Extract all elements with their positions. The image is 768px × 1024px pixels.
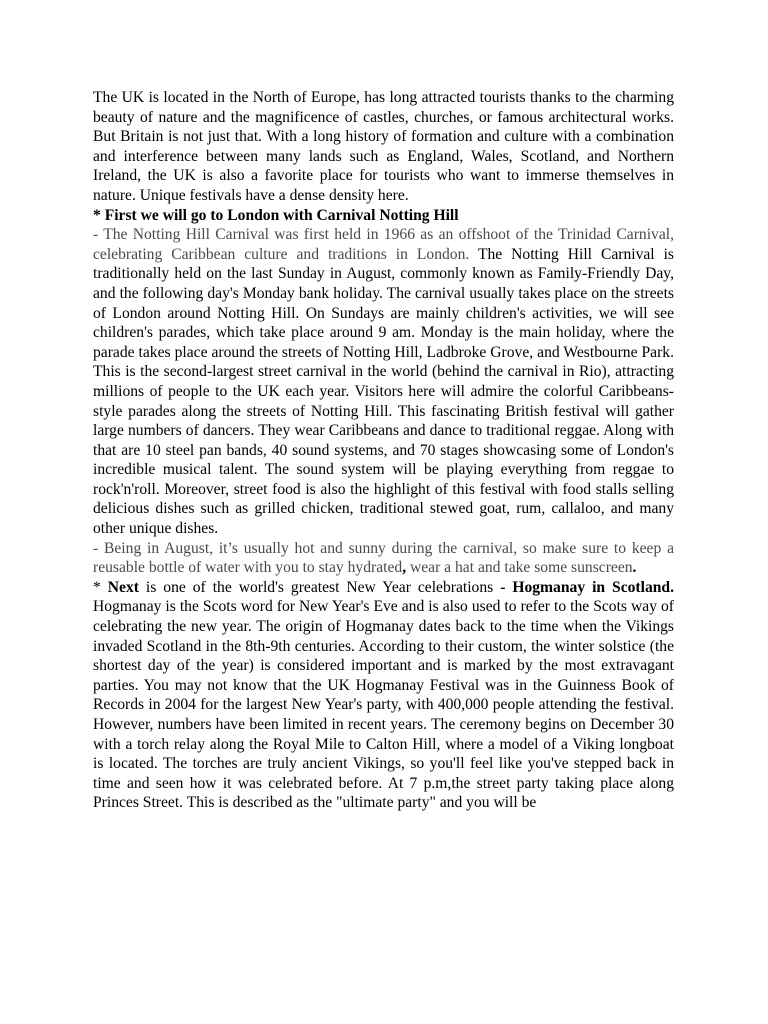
hogmanay-body: Hogmanay is the Scots word for New Year's Eve and is also used to refer to the Scots way of celebrating the new year. The origin of Hogmanay dates back to the time when the Vikings invaded Scotland in the 8th-9th centuries. According to their custom, the winter solstice (the shortest day of the year) is considered important and is marked by the most extravagant parties. You may not know that the UK Hogmanay Festival was in the Guinness Book of Records in 2004 for the largest New Year's party, with 400,000 people attending the festival. However, numbers have been limited in recent years. The ceremony begins on December 30 with a torch relay along the Royal Mile to Calton Hill, where a model of a Viking longboat is located. The torches are truly ancient Vikings, so you'll feel like you've stepped back in time and seen how it was celebrated before. At 7 p.m,the street party taking place along Princes Street. This is described as the "ultimate party" and you will be: [93, 598, 674, 812]
hogmanay-title: - Hogmanay in Scotland.: [500, 578, 674, 596]
hogmanay-middle: is one of the world's greatest New Year celebrations: [138, 578, 501, 596]
hogmanay-next: Next: [107, 578, 139, 596]
hogmanay-paragraph: [93, 578, 674, 813]
notting-hill-paragraph: [93, 225, 674, 539]
notting-hill-body: The Notting Hill Carnival is traditionally held on the last Sunday in August, commonly known as Family-Friendly Day, and the following day's Monday bank holiday. The carnival usually takes place on the streets of London around Notting Hill. On Sundays are mainly children's activities, we will see children's parades, which take place around 9 am. Monday is the main holiday, where the parade takes place around the streets of Notting Hill, Ladbroke Grove, and Westbourne Park. This is the second-largest street carnival in the world (behind the carnival in Rio), attracting millions of people to the UK each year. Visitors here will admire the colorful Caribbeans-style parades along the streets of Notting Hill. This fascinating British festival will gather large numbers of dancers. They wear Caribbeans and dance to traditional reggae. Along with that are 10 steel pan bands, 40 sound systems, and 70 stages showcasing some of London's incredible musical talent. The sound system will be playing everything from reggae to rock'n'roll. Moreover, street food is also the highlight of this festival with food stalls selling delicious dishes such as grilled chicken, traditional stewed goat, rum, callaloo, and many other unique dishes.: [93, 245, 674, 538]
tip-period: .: [632, 559, 637, 577]
intro-paragraph: The UK is located in the North of Europe, has long attracted tourists thanks to the charming beauty of nature and the magnificence of castles, churches, or famous architectural works. But Britain is not just that. With a long history of formation and culture with a combination and interference between many lands such as England, Wales, Scotland, and Northern Ireland, the UK is also a favorite place for tourists who want to immerse themselves in nature. Unique festivals have a dense density here.: [93, 89, 674, 204]
tip-comma: ,: [402, 559, 407, 577]
tip-part1: - Being in August, it’s usually hot and sunny during the carnival, so make sure to keep a reusable bottle of water with you to stay hydrated: [93, 539, 674, 577]
carnival-tip-paragraph: [93, 539, 674, 578]
section-heading-notting-hill: [93, 206, 674, 226]
notting-hill-lead: - The Notting Hill Carnival was first held in 1966 as an offshoot of the Trinidad Carnival, celebrating Caribbean culture and traditions in London.: [93, 226, 674, 263]
heading-text: * First we will go to London with Carnival Notting Hill: [93, 206, 459, 224]
document-page: [93, 88, 674, 813]
hogmanay-star: *: [93, 578, 108, 596]
tip-part2: wear a hat and take some sunscreen: [406, 559, 633, 577]
